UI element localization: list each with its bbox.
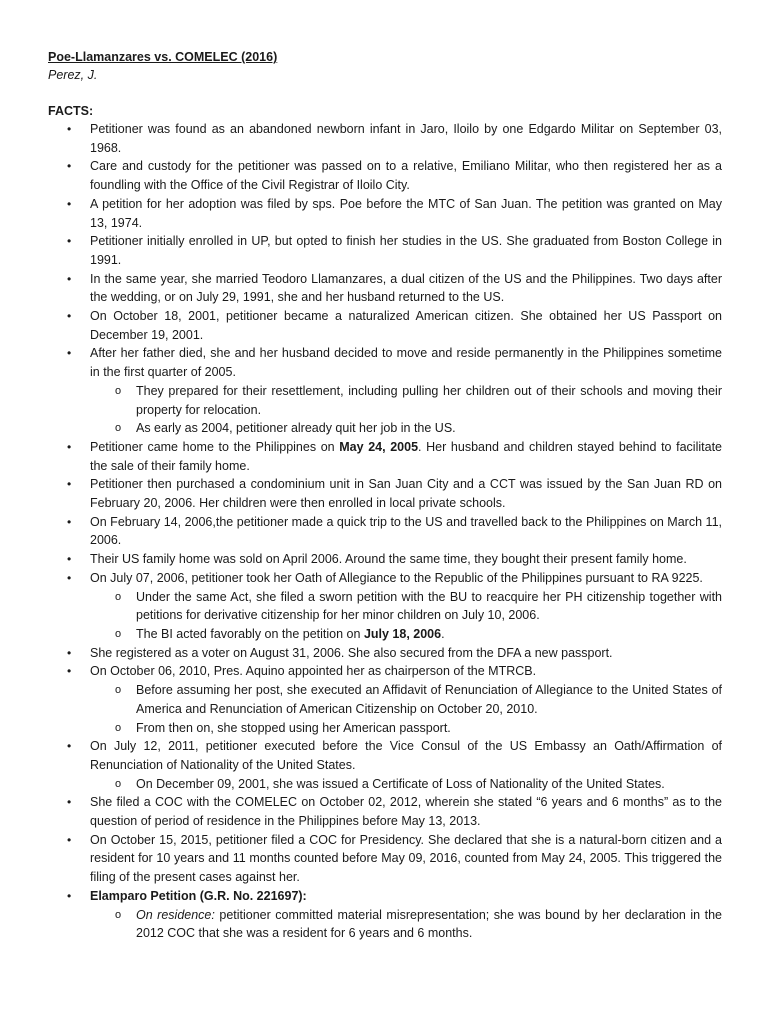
fact-item [48,438,722,475]
fact-subitem [48,382,722,419]
fact-text: On December 09, 2001, she was issued a Certificate of Loss of Nationality of the United States. [136,776,665,791]
fact-text: She registered as a voter on August 31, 2006. She also secured from the DFA a new passport. [90,645,613,660]
sub-bullet-icon: o [115,384,122,397]
fact-item [48,644,722,663]
bullet-icon: • [67,477,72,492]
fact-subitem [48,906,722,943]
fact-text: The BI acted favorably on the petition on [136,626,364,641]
bullet-icon: • [67,439,72,454]
fact-text: On residence: [136,907,215,922]
fact-item [48,157,722,194]
fact-text: Elamparo Petition (G.R. No. 221697): [90,888,307,903]
fact-text: Under the same Act, she filed a sworn petition with the BU to reacquire her PH citizenship together with petitions for derivative citizenship for her minor children on July 10, 2006. [136,589,722,623]
fact-item [48,344,722,381]
bullet-icon: • [67,664,72,679]
bullet-icon: • [67,645,72,660]
fact-item [48,270,722,307]
fact-item [48,569,722,588]
fact-text: On July 07, 2006, petitioner took her Oath of Allegiance to the Republic of the Philippines pursuant to RA 9225. [90,570,703,585]
fact-item [48,831,722,887]
case-title: Poe-Llamanzares vs. COMELEC (2016) [48,50,278,64]
bullet-icon: • [67,739,72,754]
fact-item [48,307,722,344]
fact-text: After her father died, she and her husband decided to move and reside permanently in the Philippines sometime in the first quarter of 2005. [90,346,722,380]
bullet-icon: • [67,122,72,136]
fact-text: Before assuming her post, she executed an Affidavit of Renunciation of Allegiance to the United States of America and Renunciation of American Citizenship on October 20, 2010. [136,683,722,716]
bullet-icon: • [67,832,72,847]
fact-text: Petitioner came home to the Philippines on [90,439,340,454]
fact-text: . Her husband and children stayed behind to facilitate the sale of their family home. [90,439,722,473]
fact-item [48,120,722,157]
fact-item [48,662,722,681]
fact-text: Petitioner then purchased a condominium unit in San Juan City and a CCT was issued by the San Juan RD on February 20, 2006. Her children were then enrolled in local private schools. [90,477,722,511]
bullet-icon: • [67,159,72,174]
bullet-icon: • [67,309,72,324]
facts-list [48,120,722,943]
fact-text: On October 06, 2010, Pres. Aquino appointed her as chairperson of the MTRCB. [90,664,537,679]
fact-text: As early as 2004, petitioner already quit her job in the US. [136,421,456,436]
fact-text: Care and custody for the petitioner was passed on to a relative, Emiliano Militar, who then registered her as a foundling with the Office of the Civil Registrar of Iloilo City. [90,159,722,193]
fact-subitem [48,681,722,718]
fact-item [48,513,722,550]
fact-text: On October 18, 2001, petitioner became a naturalized American citizen. She obtained her US Passport on December 19, 2001. [90,309,722,342]
bullet-icon: • [67,552,72,567]
sub-bullet-icon: o [115,908,122,921]
fact-subitem [48,719,722,738]
bullet-icon: • [67,514,72,529]
bullet-icon: • [67,271,72,286]
fact-text: They prepared for their resettlement, including pulling her children out of their schools and moving their property for relocation. [136,383,722,417]
fact-item [48,737,722,774]
bullet-icon: • [67,570,72,585]
sub-bullet-icon: o [115,684,122,697]
bullet-icon: • [67,888,72,903]
facts-heading: FACTS: [48,104,94,118]
fact-item [48,793,722,830]
fact-text: July 18, 2006 [363,626,442,641]
fact-text: On February 14, 2006,the petitioner made a quick trip to the US and travelled back to the Philippines on March 11, 2006. [90,514,722,548]
fact-item [48,232,722,269]
sub-bullet-icon: o [115,627,122,640]
fact-text: A petition for her adoption was filed by sps. Poe before the MTC of San Juan. The petition was granted on May 13, 1974. [90,196,722,230]
fact-item [48,887,722,906]
bullet-icon: • [67,346,72,361]
fact-text: Petitioner was found as an abandoned newborn infant in Jaro, Iloilo by one Edgardo Militar on September 03, 1968. [90,122,722,155]
fact-subitem [48,625,722,644]
fact-text: May 24, 2005 [339,439,419,454]
fact-subitem [48,588,722,625]
bullet-icon: • [67,234,72,249]
fact-subitem [48,775,722,794]
sub-bullet-icon: o [115,777,122,790]
sub-bullet-icon: o [115,721,122,734]
bullet-icon: • [67,795,72,810]
fact-text: . [441,626,445,641]
fact-text: On October 15, 2015, petitioner filed a COC for Presidency. She declared that she is a natural-born citizen and a resident for 10 years and 11 months counted before May 09, 2016, counted from May 24, 2005. This triggered the filing of the present cases against her. [90,832,722,885]
fact-text: She filed a COC with the COMELEC on October 02, 2012, wherein she stated “6 years and 6 months” as to the question of period of residence in the Philippines before May 13, 2013. [90,795,722,829]
fact-subitem [48,419,722,438]
fact-text: On July 12, 2011, petitioner executed before the Vice Consul of the US Embassy an Oath/Affirmation of Renunciation of Nationality of the United States. [90,739,722,772]
fact-text: Their US family home was sold on April 2006. Around the same time, they bought their present family home. [90,552,687,567]
fact-item [48,195,722,232]
sub-bullet-icon: o [115,590,122,603]
bullet-icon: • [67,196,72,211]
fact-text: In the same year, she married Teodoro Llamanzares, a dual citizen of the US and the Philippines. Two days after the wedding, or on July 29, 1991, she and her husband returned to the US. [90,271,722,305]
fact-text: Petitioner initially enrolled in UP, but opted to finish her studies in the US. She graduated from Boston College in 1991. [90,234,722,267]
ponente: Perez, J. [48,68,98,82]
fact-text: From then on, she stopped using her American passport. [136,720,451,735]
fact-text: petitioner committed material misrepresentation; she was bound by her declaration in the 2012 COC that she was a resident for 6 years and 6 months. [136,907,722,941]
sub-bullet-icon: o [115,422,122,435]
fact-item [48,475,722,512]
fact-item [48,550,722,569]
